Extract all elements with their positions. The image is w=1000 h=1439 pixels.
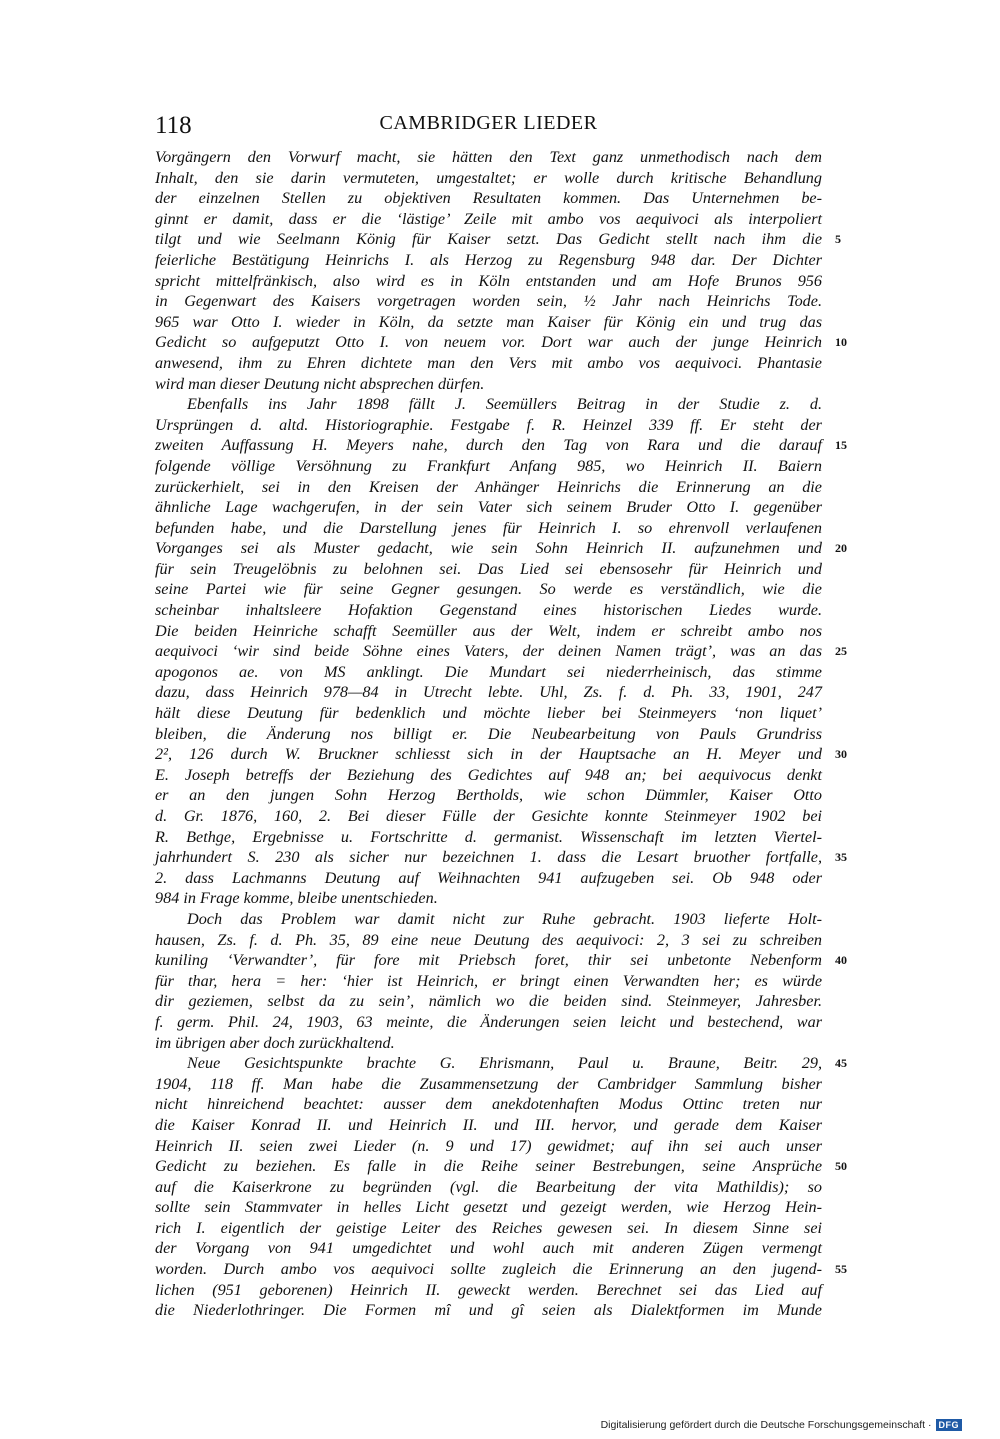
line-text: bleiben, die Änderung nos billigt er. Die Neubearbeitung von Pauls Grundriss: [155, 724, 822, 743]
text-line: [155, 374, 822, 395]
line-text: er an den jungen Sohn Herzog Bertholds, wie schon Dümmler, Kaiser Otto: [155, 786, 822, 805]
text-line: [155, 641, 847, 662]
text-line: [155, 662, 822, 683]
line-number: 45: [835, 1056, 847, 1071]
text-line: [155, 1156, 847, 1177]
text-line: [155, 1074, 822, 1095]
line-number: 55: [835, 1262, 847, 1277]
text-line: [155, 1259, 847, 1280]
running-head: CAMBRIDGER LIEDER: [379, 112, 598, 134]
line-text: für sein Treugelöbnis zu belohnen sei. Das Lied sei ebensosehr für Heinrich und: [155, 559, 822, 578]
line-number: 5: [835, 232, 841, 247]
line-text: ginnt er damit, dass er die ‘lästige’ Zeile mit ambo vos aequivoci als interpoliert: [155, 209, 822, 228]
line-text: hält diese Deutung für bedenklich und möchte lieber bei Steinmeyers ‘non liquet’: [155, 704, 822, 723]
text-line: [155, 847, 847, 868]
dfg-logo-icon: DFG: [936, 1419, 963, 1431]
line-text: auf die Kaiserkrone zu begründen (vgl. die Bearbeitung der vita Mathildis); so: [155, 1177, 822, 1196]
text-line: [155, 827, 822, 848]
line-number: 20: [835, 541, 847, 556]
line-text: dazu, dass Heinrich 978—84 in Utrecht lebte. Uhl, Zs. f. d. Ph. 33, 1901, 247: [155, 683, 822, 702]
text-line: [155, 621, 822, 642]
body-text: [155, 147, 847, 1321]
line-text: jahrhundert S. 230 als sicher nur bezeichnen 1. dass die Lesart bruother fortfalle,: [155, 848, 822, 867]
line-number: 15: [835, 438, 847, 453]
line-number: 10: [835, 335, 847, 350]
line-text: zweiten Auffassung H. Meyers nahe, durch den Tag von Rara und die darauf: [155, 436, 822, 455]
text-line: [155, 909, 822, 930]
line-text: rich I. eigentlich der geistige Leiter des Reiches gewesen sei. In diesem Sinne sei: [155, 1218, 822, 1237]
line-text: spricht mittelfränkisch, also wird es in Köln entstanden und am Hofe Brunos 956: [155, 271, 822, 290]
text-line: [155, 188, 822, 209]
line-text: dir geziemen, selbst da zu sein’, nämlich wo die beiden sind. Steinmeyer, Jahresber.: [155, 992, 822, 1011]
line-text: f. germ. Phil. 24, 1903, 63 meinte, die Änderungen seien leicht und bestechend, war: [155, 1012, 822, 1031]
text-line: [155, 271, 822, 292]
line-number: 30: [835, 747, 847, 762]
line-text: scheinbar inhaltsleere Hofaktion Gegenstand eines historischen Liedes wurde.: [155, 601, 822, 620]
line-text: feierliche Bestätigung Heinrichs I. als Herzog zu Regensburg 948 dar. Der Dichter: [155, 250, 822, 269]
line-text: die Niederlothringer. Die Formen mî und gî seien als Dialektformen im Munde: [155, 1301, 822, 1320]
line-text: lichen (951 geborenen) Heinrich II. geweckt werden. Berechnet sei das Lied auf: [155, 1280, 822, 1299]
line-text: Neue Gesichtspunkte brachte G. Ehrismann, Paul u. Braune, Beitr. 29,: [187, 1054, 822, 1073]
text-line: [155, 559, 822, 580]
text-line: [155, 291, 822, 312]
text-line: [155, 682, 822, 703]
text-line: [155, 1053, 847, 1074]
line-text: Doch das Problem war damit nicht zur Ruhe gebracht. 1903 lieferte Holt-: [187, 909, 822, 928]
line-text: E. Joseph betreffs der Beziehung des Gedichtes auf 948 an; bei aequivocus denkt: [155, 765, 822, 784]
text-line: [155, 415, 822, 436]
text-line: [155, 229, 841, 250]
text-line: [155, 518, 822, 539]
line-text: die Kaiser Konrad II. und Heinrich II. und III. hervor, und gerade dem Kaiser: [155, 1115, 822, 1134]
line-text: in Gegenwart des Kaisers vorgetragen worden sein, ½ Jahr nach Heinrichs Tode.: [155, 292, 822, 311]
footer: [601, 1419, 962, 1431]
line-text: aequivoci ‘wir sind beide Söhne eines Vaters, der deinen Namen trägt’, was an das: [155, 642, 822, 661]
text-line: [155, 1012, 822, 1033]
text-line: [155, 579, 822, 600]
line-text: anwesend, ihm zu Ehren dichtete man den Vers mit ambo vos aequivoci. Phantasie: [155, 353, 822, 372]
text-line: [155, 1033, 822, 1054]
text-line: [155, 1238, 822, 1259]
line-number: 35: [835, 850, 847, 865]
line-number: 50: [835, 1159, 847, 1174]
line-number: 40: [835, 953, 847, 968]
text-line: [155, 1218, 822, 1239]
text-line: [155, 168, 822, 189]
line-text: R. Bethge, Ergebnisse u. Fortschritte d. germanist. Wissenschaft im letzten Viertel-: [155, 827, 822, 846]
line-text: Gedicht zu beziehen. Es falle in die Reihe seiner Bestrebungen, seine Ansprüche: [155, 1157, 822, 1176]
line-text: Ebenfalls ins Jahr 1898 fällt J. Seemüllers Beitrag in der Studie z. d.: [187, 395, 822, 414]
line-number: 25: [835, 644, 847, 659]
line-text: der einzelnen Stellen zu objektiven Resultaten kommen. Das Unternehmen be-: [155, 189, 822, 208]
line-text: nicht hinreichend beachtet: ausser dem anekdotenhaften Modus Ottinc treten nur: [155, 1095, 822, 1114]
line-text: 2², 126 durch W. Bruckner schliesst sich in der Hauptsache an H. Meyer und: [155, 745, 822, 764]
text-line: [155, 497, 822, 518]
text-line: [155, 991, 822, 1012]
text-line: [155, 394, 822, 415]
text-line: [155, 600, 822, 621]
line-text: 984 in Frage komme, bleibe unentschieden.: [155, 889, 438, 908]
text-line: [155, 147, 822, 168]
text-line: [155, 1300, 822, 1321]
line-text: befunden habe, und die Darstellung jenes für Heinrich I. so ehrenvoll verlaufenen: [155, 518, 822, 537]
text-line: [155, 971, 822, 992]
text-line: [155, 250, 822, 271]
line-text: worden. Durch ambo vos aequivoci sollte zugleich die Erinnerung an den jugend-: [155, 1260, 822, 1279]
text-line: [155, 724, 822, 745]
text-line: [155, 456, 822, 477]
text-line: [155, 1280, 822, 1301]
text-line: [155, 477, 822, 498]
text-line: [155, 744, 847, 765]
text-line: [155, 538, 847, 559]
line-text: kuniling ‘Verwandter’, für fore mit Priebsch foret, thir sei unbetonte Nebenform: [155, 951, 822, 970]
line-text: sollte sein Stammvater in helles Licht gesetzt und gezeigt werden, wie Herzog Hein-: [155, 1198, 822, 1217]
text-line: [155, 435, 847, 456]
text-line: [155, 868, 822, 889]
line-text: 965 war Otto I. wieder in Köln, da setzte man Kaiser für König ein und trug das: [155, 312, 822, 331]
page-number: 118: [155, 112, 192, 139]
text-line: [155, 806, 822, 827]
text-line: [155, 1136, 822, 1157]
line-text: hausen, Zs. f. d. Ph. 35, 89 eine neue Deutung des aequivoci: 2, 3 sei zu schreiben: [155, 930, 822, 949]
line-text: Vorganges sei als Muster gedacht, wie sein Sohn Heinrich II. aufzunehmen und: [155, 539, 822, 558]
line-text: 1904, 118 ff. Man habe die Zusammensetzung der Cambridger Sammlung bisher: [155, 1074, 822, 1093]
line-text: Ursprüngen d. altd. Historiographie. Festgabe f. R. Heinzel 339 ff. Er steht der: [155, 415, 822, 434]
line-text: zurückerhielt, sei in den Kreisen der Anhänger Heinrichs die Erinnerung an die: [155, 477, 822, 496]
line-text: folgende völlige Versöhnung zu Frankfurt Anfang 985, wo Heinrich II. Baiern: [155, 456, 822, 475]
line-text: ähnliche Lage wachgerufen, in der sein Vater sich seinem Bruder Otto I. gegenüber: [155, 498, 822, 517]
line-text: seine Partei wie für seine Gegner gesungen. So werde es verständlich, wie die: [155, 580, 822, 599]
footer-credit: Digitalisierung gefördert durch die Deutsche Forschungsgemeinschaft ·: [600, 1419, 932, 1431]
line-text: apogonos ae. von MS anklingt. Die Mundart sei niederrheinisch, das stimme: [155, 662, 822, 681]
text-line: [155, 1197, 822, 1218]
text-line: [155, 209, 822, 230]
text-line: [155, 1094, 822, 1115]
text-line: [155, 332, 847, 353]
line-text: im übrigen aber doch zurückhaltend.: [155, 1033, 395, 1052]
line-text: für thar, hera = her: ‘hier ist Heinrich, er bringt einen Verwandten her; es würde: [155, 971, 822, 990]
line-text: tilgt und wie Seelmann König für Kaiser setzt. Das Gedicht stellt nach ihm die: [155, 230, 822, 249]
text-line: [155, 765, 822, 786]
line-text: der Vorgang von 941 umgedichtet und wohl auch mit anderen Zügen vermengt: [155, 1239, 822, 1258]
line-text: Heinrich II. seien zwei Lieder (n. 9 und 17) gewidmet; auf ihn sei auch unser: [155, 1136, 822, 1155]
line-text: Vorgängern den Vorwurf macht, sie hätten den Text ganz unmethodisch nach dem: [155, 148, 822, 166]
line-text: wird man dieser Deutung nicht absprechen dürfen.: [155, 374, 485, 393]
line-text: d. Gr. 1876, 160, 2. Bei dieser Fülle der Gesichte konnte Steinmeyer 1902 bei: [155, 807, 822, 825]
line-text: Die beiden Heinriche schafft Seemüller aus der Welt, indem er schreibt ambo nos: [155, 621, 822, 640]
text-line: [155, 1115, 822, 1136]
line-text: 2. dass Lachmanns Deutung auf Weihnachten 941 aufzugeben sei. Ob 948 oder: [155, 868, 822, 887]
text-line: [155, 888, 822, 909]
line-text: Inhalt, den sie darin vermuteten, umgestaltet; er wolle durch kritische Behandlung: [155, 168, 822, 187]
text-line: [155, 785, 822, 806]
text-line: [155, 930, 822, 951]
text-line: [155, 353, 822, 374]
text-line: [155, 950, 847, 971]
text-line: [155, 312, 822, 333]
text-line: [155, 703, 822, 724]
line-text: Gedicht so aufgeputzt Otto I. von neuem vor. Dort war auch der junge Heinrich: [155, 333, 822, 352]
text-line: [155, 1177, 822, 1198]
